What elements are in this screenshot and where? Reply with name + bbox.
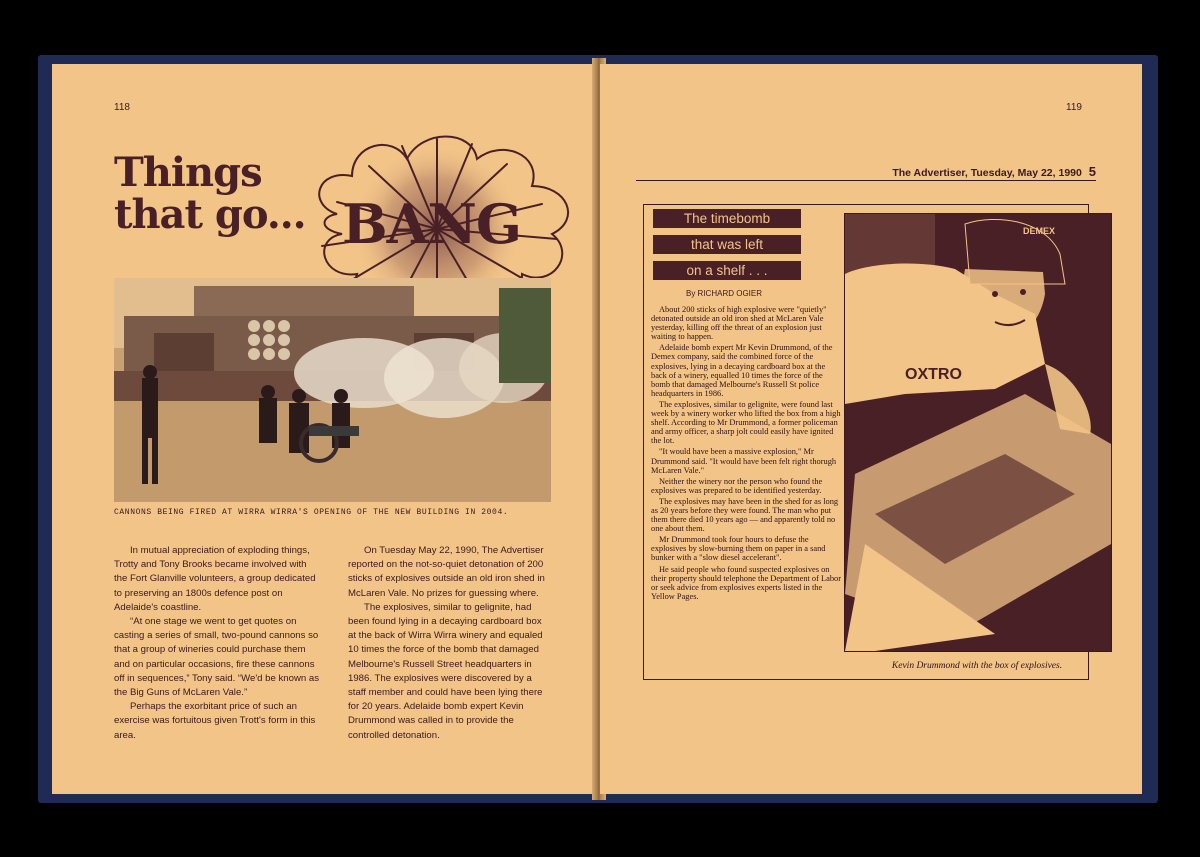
newspaper-clipping [643, 204, 1089, 680]
masthead-text [892, 164, 1096, 179]
paragraph: He said people who found suspected explosives on their property should telephone the Department of Labor or seek advice from explosives experts listed in the Yellow Pages. [651, 564, 842, 601]
headline-line-2: that was left [653, 235, 801, 254]
byline: By RICHARD OGIER [686, 289, 763, 298]
paragraph: Neither the winery nor the person who found the explosives was prepared to be identified yesterday. [651, 476, 823, 495]
shirt-text: OXTRO [905, 366, 962, 383]
right-page [600, 64, 1142, 794]
masthead-date: The Advertiser, Tuesday, May 22, 1990 [892, 167, 1082, 179]
title-line-1: Things [114, 149, 262, 196]
paragraph: Perhaps the exorbitant price of such an exercise was fortuitous given Trott's form in this area. [114, 701, 316, 741]
paragraph: Mr Drummond took four hours to defuse the explosives by slow-burning them on paper in a sand bunker with a "slow diesel accelerant". [651, 535, 826, 563]
paragraph: In mutual appreciation of exploding things, Trotty and Tony Brooks became involved with the Fort Glanville volunteers, a group dedicated to preserving an 1800s defence post on Adelaide's coastline. [114, 545, 316, 613]
page-number: 119 [1066, 102, 1082, 113]
paragraph: Adelaide bomb expert Mr Kevin Drummond, of the Demex company, said the combined force of the explosives, lying in a decaying cardboard box at the back of a winery, equalled 10 times the force of the bomb that damaged Melbourne's Russell St police headquarters in 1986. [651, 343, 833, 398]
photo-caption: CANNONS BEING FIRED AT WIRRA WIRRA'S OPENING OF THE NEW BUILDING IN 2004. [114, 508, 509, 517]
cap-logo-text: DEMEX [1023, 226, 1056, 236]
drummond-photo [844, 213, 1112, 652]
title-line-2: that go... [114, 191, 306, 238]
paragraph: The explosives, similar to gelignite, had been found lying in a decaying cardboard box at the back of Wirra Wirra winery and equaled 10 times the force of the bomb that damaged Melbourne's Russell Street headquarters in 1986. The explosives were discovered by a staff member and could have been lying there for 20 years. Adelaide bomb expert Kevin Drummond was called in to provide the controlled detonation. [348, 601, 543, 741]
paragraph: The explosives may have been in the shed for as long as 20 years before they were found. The man who put them there died 10 years ago — and apparently told no one about them. [651, 496, 839, 534]
photo-caption: Kevin Drummond with the box of explosives. [891, 661, 1063, 671]
newspaper-masthead [636, 162, 1096, 181]
body-column-1 [114, 544, 322, 743]
page-number: 118 [114, 102, 130, 113]
headline-line-1: The timebomb [653, 209, 801, 228]
show-through-text [202, 90, 212, 125]
paragraph: "It would have been a massive explosion," Mr Drummond said. "It would have been felt right thorugh McLaren Vale." [651, 447, 837, 475]
body-column-2 [348, 544, 552, 743]
cannon-photo-illustration [114, 278, 551, 502]
bang-word: BANG [342, 192, 522, 256]
paragraph: On Tuesday May 22, 1990, The Advertiser reported on the not-so-quiet detonation of 200 sticks of explosives outside an old iron shed in McLaren Vale. No prizes for guessing where. [348, 545, 545, 599]
article-text [651, 305, 841, 603]
headline-line-3: on a shelf . . . [653, 261, 801, 280]
left-page [52, 64, 596, 794]
drummond-photo-illustration [845, 214, 1111, 651]
paragraph: “At one stage we went to get quotes on casting a series of small, two-pound cannons so that a group of wineries could purchase them and on particular occasions, fire these cannons off in sequences,” Tony said. “We'd be known as the Big Guns of McLaren Vale.” [114, 616, 320, 699]
paragraph: About 200 sticks of high explosive were "quietly" detonated outside an old iron shed at McLaren Vale yesterday, killing off the threat of an explosion just waiting to happen. [651, 305, 827, 342]
cannon-photo [114, 278, 551, 502]
masthead-page: 5 [1088, 164, 1096, 179]
paragraph: The explosives, similar to gelignite, were found last week by a winery worker who lifted the box from a high shelf. According to Mr Drummond, a former policeman and army officer, a sharp jolt could easily have ignited the lot. [651, 399, 841, 446]
